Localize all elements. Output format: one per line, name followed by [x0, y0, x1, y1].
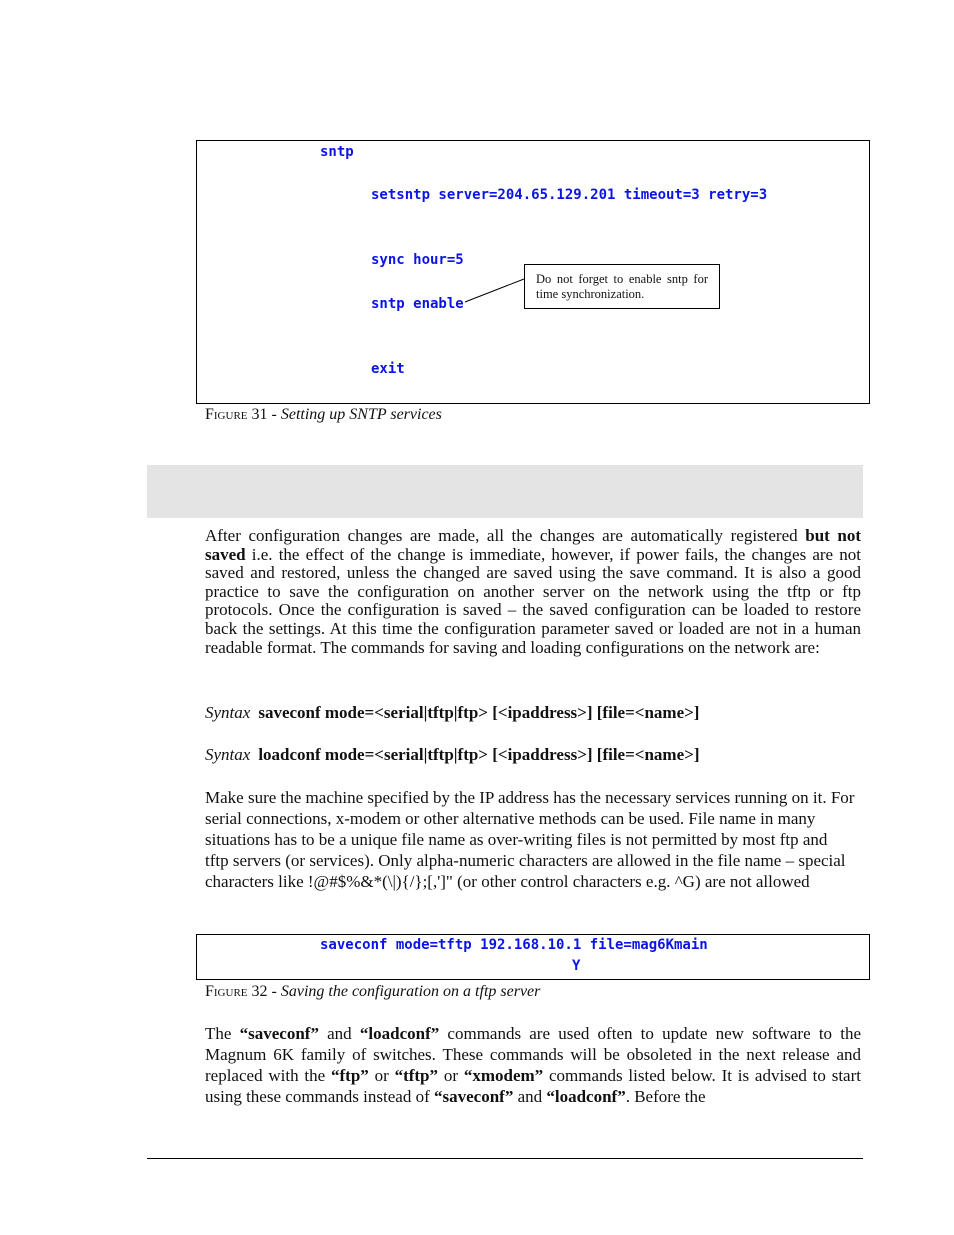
- closing-bold: “saveconf”: [434, 1087, 514, 1106]
- syntax-label: Syntax: [205, 745, 251, 764]
- syntax-label: Syntax: [205, 703, 251, 722]
- figure-31-label: Figure 31: [205, 406, 268, 423]
- code-line-confirm: Y: [572, 958, 581, 974]
- closing-bold: “xmodem”: [463, 1066, 544, 1085]
- closing-bold: “tftp”: [394, 1066, 439, 1085]
- closing-text: or: [368, 1066, 395, 1085]
- closing-bold: “saveconf”: [239, 1024, 319, 1043]
- intro-text-2: i.e. the effect of the change is immediate, however, if power fails, the changes are not saved and restored, unless the changed are saved using the save command. It is also a good practice to save the configuration on another server on the network using the tftp or ftp protocols. Once the configuration is saved – the saved configuration can be loaded to restore back the settings. At this time the configuration parameter saved or loaded are not in a human readable format. The commands for saving and loading configurations on the network are:: [205, 544, 861, 657]
- figure-32-caption: [205, 983, 540, 1001]
- closing-text: commands are used often to update new software to the Magnum 6K family of switches. These commands will be obsoleted in the next release and replaced with the: [205, 1024, 861, 1085]
- closing-text: and: [318, 1024, 360, 1043]
- callout-note: Do not forget to enable sntp for time synchronization.: [524, 264, 720, 309]
- syntax-loadconf: [205, 745, 700, 765]
- code-line-setsntp: setsntp server=204.65.129.201 timeout=3 retry=3: [371, 187, 768, 203]
- intro-bold: but not saved: [205, 526, 862, 564]
- figure-32-label: Figure 32: [205, 983, 268, 1000]
- figure-32-code-box: [196, 934, 870, 980]
- intro-text-1: After configuration changes are made, all the changes are automatically registered: [205, 526, 806, 545]
- closing-text: and: [513, 1087, 547, 1106]
- figure-32-sep: -: [267, 983, 281, 1000]
- syntax-saveconf: [205, 703, 699, 723]
- notes-paragraph: Make sure the machine specified by the IP address has the necessary services running on it. For serial connections, x-modem or other alternative methods can be used. File name in many situations has to be a unique file name as over-writing files is not permitted by most ftp and tftp servers (or services). Only alpha-numeric characters are allowed in the file name – special characters like !@#$%&*(\|){/};[,']" (or other control characters e.g. ^G) are not allowed: [205, 788, 855, 891]
- closing-bold: “loadconf”: [546, 1087, 626, 1106]
- figure-31-sep: -: [267, 406, 281, 423]
- closing-text: or: [438, 1066, 464, 1085]
- closing-paragraph: [205, 1023, 861, 1107]
- syntax-command: saveconf mode=<serial|tftp|ftp> [<ipaddress>] [file=<name>]: [258, 703, 700, 722]
- section-heading-bar: [147, 465, 863, 518]
- closing-text: commands listed below. It is advised to start using these commands instead of: [205, 1066, 861, 1106]
- code-line-sntp: sntp: [320, 144, 354, 160]
- code-line-saveconf: saveconf mode=tftp 192.168.10.1 file=mag6Kmain: [320, 937, 708, 953]
- figure-31-caption: [205, 406, 442, 424]
- footer-rule: [147, 1158, 863, 1159]
- figure-31-text: Setting up SNTP services: [280, 406, 442, 423]
- callout-connector-line: [460, 275, 530, 305]
- closing-text: . Before the: [625, 1087, 706, 1106]
- code-line-exit: exit: [371, 361, 405, 377]
- code-line-sntp-enable: sntp enable: [371, 296, 464, 312]
- intro-paragraph: [205, 527, 861, 657]
- closing-text: The: [205, 1024, 240, 1043]
- syntax-command: loadconf mode=<serial|tftp|ftp> [<ipaddress>] [file=<name>]: [258, 745, 700, 764]
- figure-32-text: Saving the configuration on a tftp server: [280, 983, 541, 1000]
- closing-bold: “loadconf”: [359, 1024, 440, 1043]
- code-line-sync-hour: sync hour=5: [371, 252, 464, 268]
- closing-bold: “ftp”: [331, 1066, 369, 1085]
